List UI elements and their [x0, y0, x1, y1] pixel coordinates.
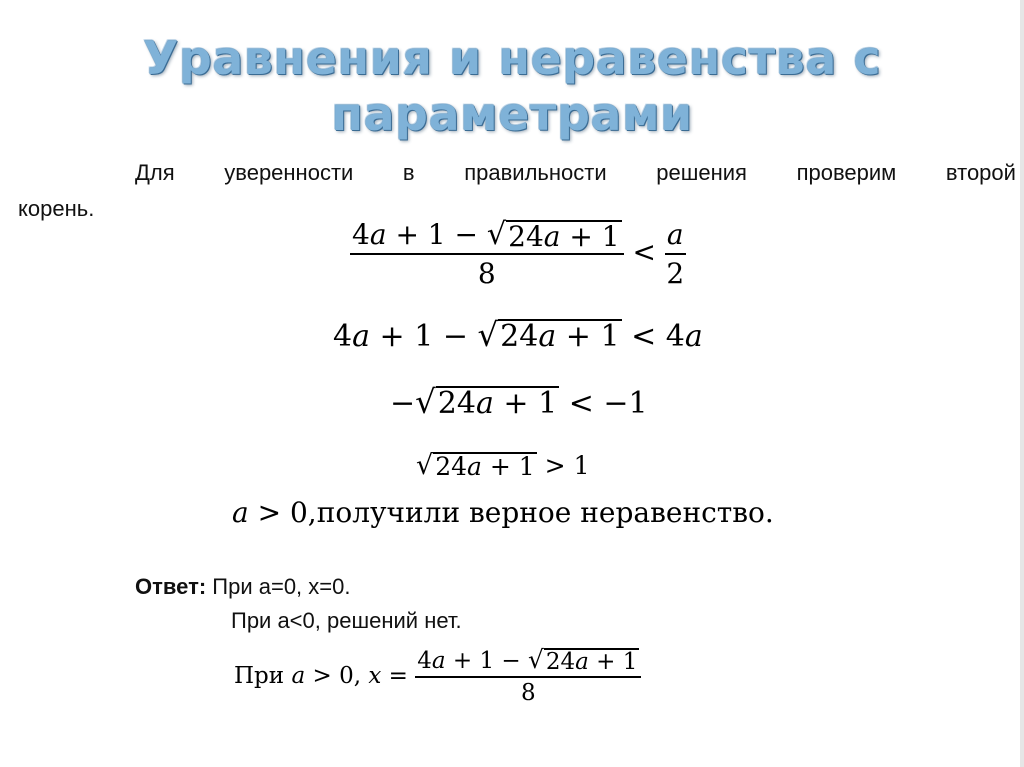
intro-line-1: [18, 155, 1016, 191]
variable: a: [475, 386, 494, 421]
formula-1: [350, 218, 686, 290]
conclusion-text: получили верное неравенство.: [316, 496, 774, 529]
answer-label: Ответ:: [135, 574, 207, 599]
final-fraction: [415, 645, 641, 707]
square-root: [528, 645, 639, 675]
relation: >: [312, 663, 332, 690]
relation: <: [568, 386, 594, 421]
formula-4: [416, 451, 589, 480]
radicand: [498, 319, 621, 353]
intro-word: Для: [135, 160, 175, 185]
coef: 4: [665, 319, 685, 354]
rhs-value: 1: [573, 451, 590, 480]
variable: x: [368, 663, 382, 690]
variable: a: [538, 319, 557, 354]
variable: a: [467, 452, 482, 481]
radical-sign-icon: √: [528, 645, 544, 674]
title-line-1: Уравнения и неравенства с: [142, 31, 882, 85]
variable: a: [684, 319, 703, 354]
intro-paragraph: [18, 155, 1016, 227]
relation: >: [257, 496, 282, 529]
radical-sign-icon: √: [415, 383, 436, 421]
operator: + 1: [596, 649, 638, 675]
variable: a: [543, 220, 561, 253]
square-root: [416, 452, 537, 480]
square-root: [486, 217, 622, 253]
operator: + 1: [569, 220, 620, 253]
value: 0,: [339, 663, 362, 690]
operator: + 1: [489, 452, 535, 481]
operator: + 1: [565, 319, 620, 354]
intro-word: правильности: [464, 160, 607, 185]
answer-case-2: При а<0, решений нет.: [231, 608, 462, 633]
coef: 4: [417, 648, 432, 674]
answer-row-1: [135, 570, 462, 604]
radical-sign-icon: √: [416, 450, 434, 481]
variable: a: [352, 319, 370, 354]
formula-1-rhs-fraction: [665, 218, 686, 290]
coef: 24: [437, 386, 476, 421]
final-word: При: [234, 663, 285, 690]
coef: 24: [435, 452, 468, 481]
operator: −: [390, 386, 416, 421]
operator: + 1 −: [395, 218, 478, 251]
variable: a: [291, 663, 306, 690]
radicand: [433, 452, 536, 480]
rhs-value: 0,: [289, 496, 317, 529]
formula-3: [390, 383, 648, 421]
equals-sign: =: [388, 663, 408, 690]
formula-1-numerator: [350, 218, 624, 253]
operator: + 1: [503, 386, 558, 421]
slide-title: [0, 30, 1024, 142]
answer-case-1: При а=0, х=0.: [206, 574, 351, 599]
operator: + 1 −: [379, 319, 468, 354]
intro-word: второй: [945, 160, 1016, 185]
radicand: [544, 648, 640, 674]
intro-word: проверим: [796, 160, 897, 185]
final-numerator: [415, 645, 641, 676]
rhs-value: −1: [603, 386, 648, 421]
intro-word: решения: [656, 160, 747, 185]
intro-word: в: [402, 160, 415, 185]
square-root: [477, 316, 622, 354]
relation: <: [632, 235, 656, 269]
variable: a: [431, 648, 446, 674]
radicand: [506, 220, 621, 251]
variable: a: [575, 649, 589, 675]
coef: 4: [352, 218, 370, 251]
answer-block: [135, 570, 462, 638]
formula-2: [333, 316, 703, 354]
formula-5: [232, 496, 774, 529]
radical-sign-icon: √: [486, 217, 507, 252]
final-denominator: 8: [520, 680, 536, 707]
relation: >: [544, 451, 566, 480]
coef: 24: [500, 319, 539, 354]
coef: 24: [508, 220, 544, 253]
variable: a: [232, 496, 249, 529]
final-formula: [234, 645, 641, 707]
coef: 4: [333, 319, 353, 354]
formula-1-denominator: 8: [477, 257, 496, 291]
radicand: [436, 386, 559, 420]
radical-sign-icon: √: [477, 316, 499, 354]
square-root: [415, 383, 559, 421]
relation: <: [631, 319, 657, 354]
formula-1-fraction: [350, 218, 624, 290]
rhs-denominator: 2: [666, 257, 685, 291]
intro-word: уверенности: [224, 160, 354, 185]
rhs-numerator: a: [666, 218, 684, 252]
intro-line-2: корень.: [18, 196, 95, 221]
coef: 24: [545, 649, 576, 675]
operator: + 1 −: [452, 648, 521, 674]
variable: a: [369, 218, 387, 251]
title-line-2: параметрами: [331, 87, 693, 141]
